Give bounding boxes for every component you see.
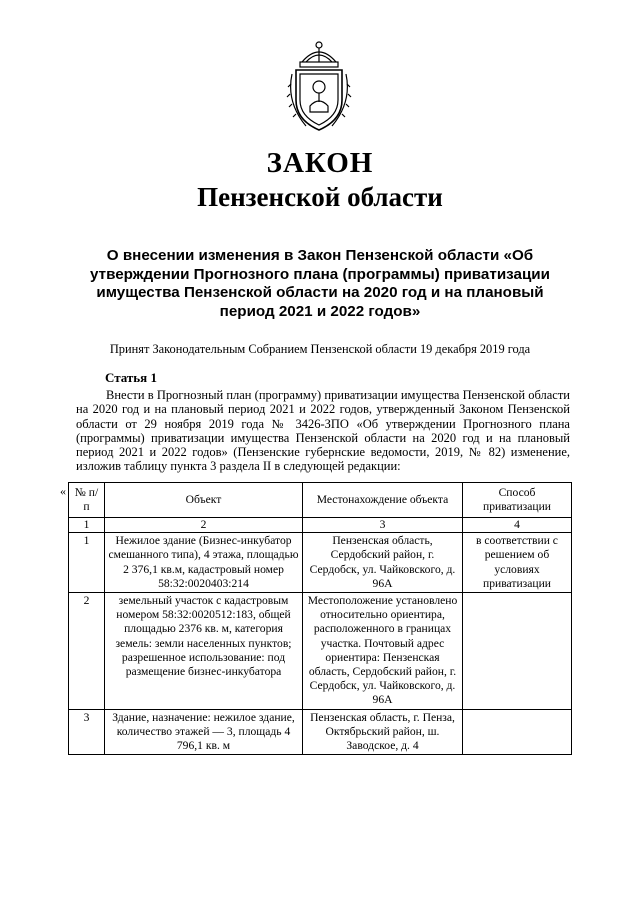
row-num: 2	[69, 593, 105, 710]
row-method: в соответствии с решением об условиях приватизации	[463, 533, 572, 593]
row-num: 3	[69, 709, 105, 755]
document-title: ЗАКОН	[266, 147, 374, 179]
opening-quote-mark: «	[60, 484, 66, 498]
header-object: Объект	[105, 483, 303, 518]
row-location: Пензенская область, Сердобский район, г. Сердобск, ул. Чайковского, д. 96А	[303, 533, 463, 593]
article-text: Внести в Прогнозный план (программу) приватизации имущества Пензенской области на 2020 год и на плановый период 2021 и 2022 годов, утвержденный Законом Пензенской области от 29 ноября 2019 года № 3426-ЗПО «Об утверждении Прогнозного плана (программы) приватизации имущества Пензенской области на 2020 год и на плановый период 2021 и 2022 годов» (Пензенские губернские ведомости, 2019, № 82) изменение, изложив таблицу пункта 3 раздела II в следующей редакции:	[76, 388, 570, 474]
article-heading: Статья 1	[105, 370, 157, 385]
column-number-row: 1 2 3 4	[69, 518, 572, 533]
law-name: О внесении изменения в Закон Пензенской области «Об утверждении Прогнозного плана (программы) приватизации имущества Пензенской области на 2020 год и на плановый период 2021 и 2022 годов»	[90, 247, 550, 320]
row-num: 1	[69, 533, 105, 593]
row-location: Местоположение установлено относительно ориентира, расположенного в границах участка. Почтовый адрес ориентира: Пензенская область, Сердобский район, г. Сердобск, ул. Чайковского, д. 96А	[303, 593, 463, 710]
coat-of-arms-emblem	[286, 40, 352, 134]
header-method: Способ приватизации	[463, 483, 572, 518]
privatization-table	[68, 482, 572, 755]
row-object: Нежилое здание (Бизнес-инкубатор смешанного типа), 4 этажа, площадью 2 376,1 кв.м, кадастровый номер 58:32:0020403:214	[105, 533, 303, 593]
table-row	[69, 709, 572, 755]
row-object: Здание, назначение: нежилое здание, количество этажей — 3, площадь 4 796,1 кв. м	[105, 709, 303, 755]
document-subtitle: Пензенской области	[197, 182, 443, 212]
table-row	[69, 533, 572, 593]
table-row	[69, 593, 572, 710]
row-object: земельный участок с кадастровым номером 58:32:0020512:183, общей площадью 2376 кв. м, категория земель: земли населенных пунктов; разрешенное использование: под размещение бизнес-инкубатора	[105, 593, 303, 710]
header-num: № п/п	[69, 483, 105, 518]
header-location: Местонахождение объекта	[303, 483, 463, 518]
adoption-line: Принят Законодательным Собранием Пензенской области 19 декабря 2019 года	[109, 342, 531, 356]
row-location: Пензенская область, г. Пенза, Октябрьский район, ш. Заводское, д. 4	[303, 709, 463, 755]
